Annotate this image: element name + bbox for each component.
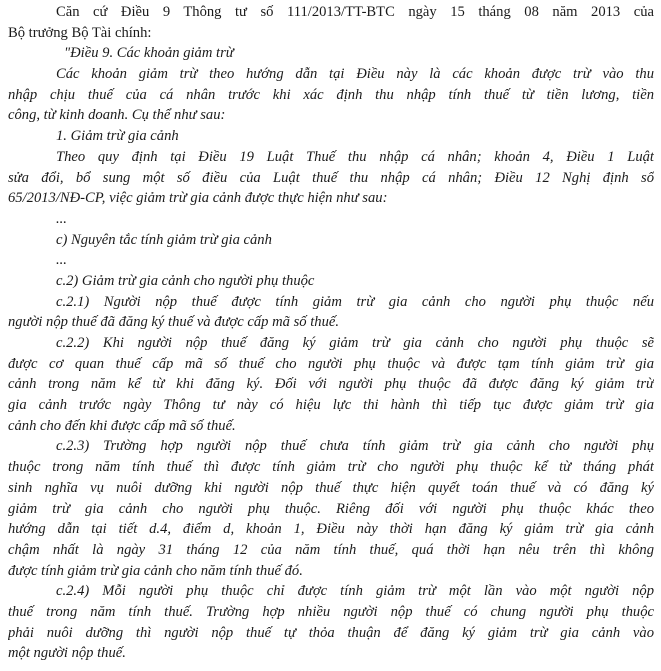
document-line: được cơ quan thuế cấp mã số thuế cho người phụ thuộc và được tạm tính giảm trừ gia: [8, 355, 654, 372]
document-line: nhập chịu thuế của cá nhân trước khi xác định thu nhập tính thuế từ tiền lương, tiền: [8, 86, 654, 103]
document-line: được tính giảm trừ gia cảnh cho năm tính thuế đó.: [8, 562, 303, 579]
document-line: Bộ trưởng Bộ Tài chính:: [8, 24, 152, 41]
document-line: cảnh trong năm kể từ khi đăng ký. Đối với người phụ thuộc đã được đăng ký giảm trừ: [8, 376, 654, 393]
document-line: Căn cứ Điều 9 Thông tư số 111/2013/TT-BTC ngày 15 tháng 08 năm 2013 của: [56, 4, 654, 20]
document-line: hướng dẫn tại tiết d.4, điểm d, khoản 1, Điều này thời hạn đăng ký giảm trừ gia cảnh: [8, 521, 654, 538]
document-line: c.2.3) Trường hợp người nộp thuế chưa tính giảm trừ gia cảnh cho người phụ: [56, 438, 654, 455]
document-line: gia cảnh trước ngày Thông tư này có hiệu lực thi hành thì tiếp tục được giảm trừ gia: [8, 397, 654, 414]
document-line: thuế trong năm tính thuế. Trường hợp nhiều người nộp thuế có chung người phụ thuộc: [8, 603, 654, 620]
document-line: người nộp thuế đã đăng ký thuế và được cấp mã số thuế.: [8, 314, 340, 331]
document-line: sửa đổi, bổ sung một số điều của Luật thuế thu nhập cá nhân; Điều 12 Nghị định số: [8, 169, 654, 186]
document-line: c) Nguyên tắc tính giảm trừ gia cảnh: [56, 231, 272, 248]
document-line: Theo quy định tại Điều 19 Luật Thuế thu nhập cá nhân; khoản 4, Điều 1 Luật: [56, 148, 654, 165]
document-line: giảm trừ gia cảnh cho người phụ thuộc. Riêng đối với người phụ thuộc khác theo: [8, 500, 654, 517]
document-line: 1. Giảm trừ gia cảnh: [56, 128, 179, 145]
document-line: c.2.1) Người nộp thuế được tính giảm trừ gia cảnh cho người phụ thuộc nếu: [56, 293, 654, 310]
document-page: [8, 2, 654, 664]
document-line: một người nộp thuế.: [8, 645, 126, 662]
document-line: c.2) Giảm trừ gia cảnh cho người phụ thuộc: [56, 272, 315, 289]
document-line: công, từ kinh doanh. Cụ thể như sau:: [8, 107, 226, 124]
document-line: phải nuôi dưỡng thì người nộp thuế tự thỏa thuận để đăng ký giảm trừ gia cảnh vào: [8, 624, 654, 641]
document-line: ...: [56, 252, 67, 269]
document-line: c.2.4) Mỗi người phụ thuộc chỉ được tính giảm trừ một lần vào một người nộp: [56, 583, 654, 600]
document-line: 65/2013/NĐ-CP, việc giảm trừ gia cảnh được thực hiện như sau:: [8, 190, 388, 207]
document-line: ...: [56, 210, 67, 227]
document-line: chậm nhất là ngày 31 tháng 12 của năm tính thuế, quá thời hạn nêu trên thì không: [8, 541, 654, 558]
document-line: thuộc trong năm tính thuế thì được tính giảm trừ cho người phụ thuộc kể từ tháng phát: [8, 459, 654, 476]
document-line: sinh nghĩa vụ nuôi dưỡng khi người nộp thuế thực hiện quyết toán thuế và có đăng ký: [8, 479, 654, 496]
document-line: "Điều 9. Các khoản giảm trừ: [64, 45, 234, 62]
document-line: cảnh cho đến khi được cấp mã số thuế.: [8, 417, 236, 434]
document-line: c.2.2) Khi người nộp thuế đăng ký giảm trừ gia cảnh cho người phụ thuộc sẽ: [56, 335, 654, 351]
document-line: Các khoản giảm trừ theo hướng dẫn tại Điều này là các khoản được trừ vào thu: [56, 66, 654, 83]
